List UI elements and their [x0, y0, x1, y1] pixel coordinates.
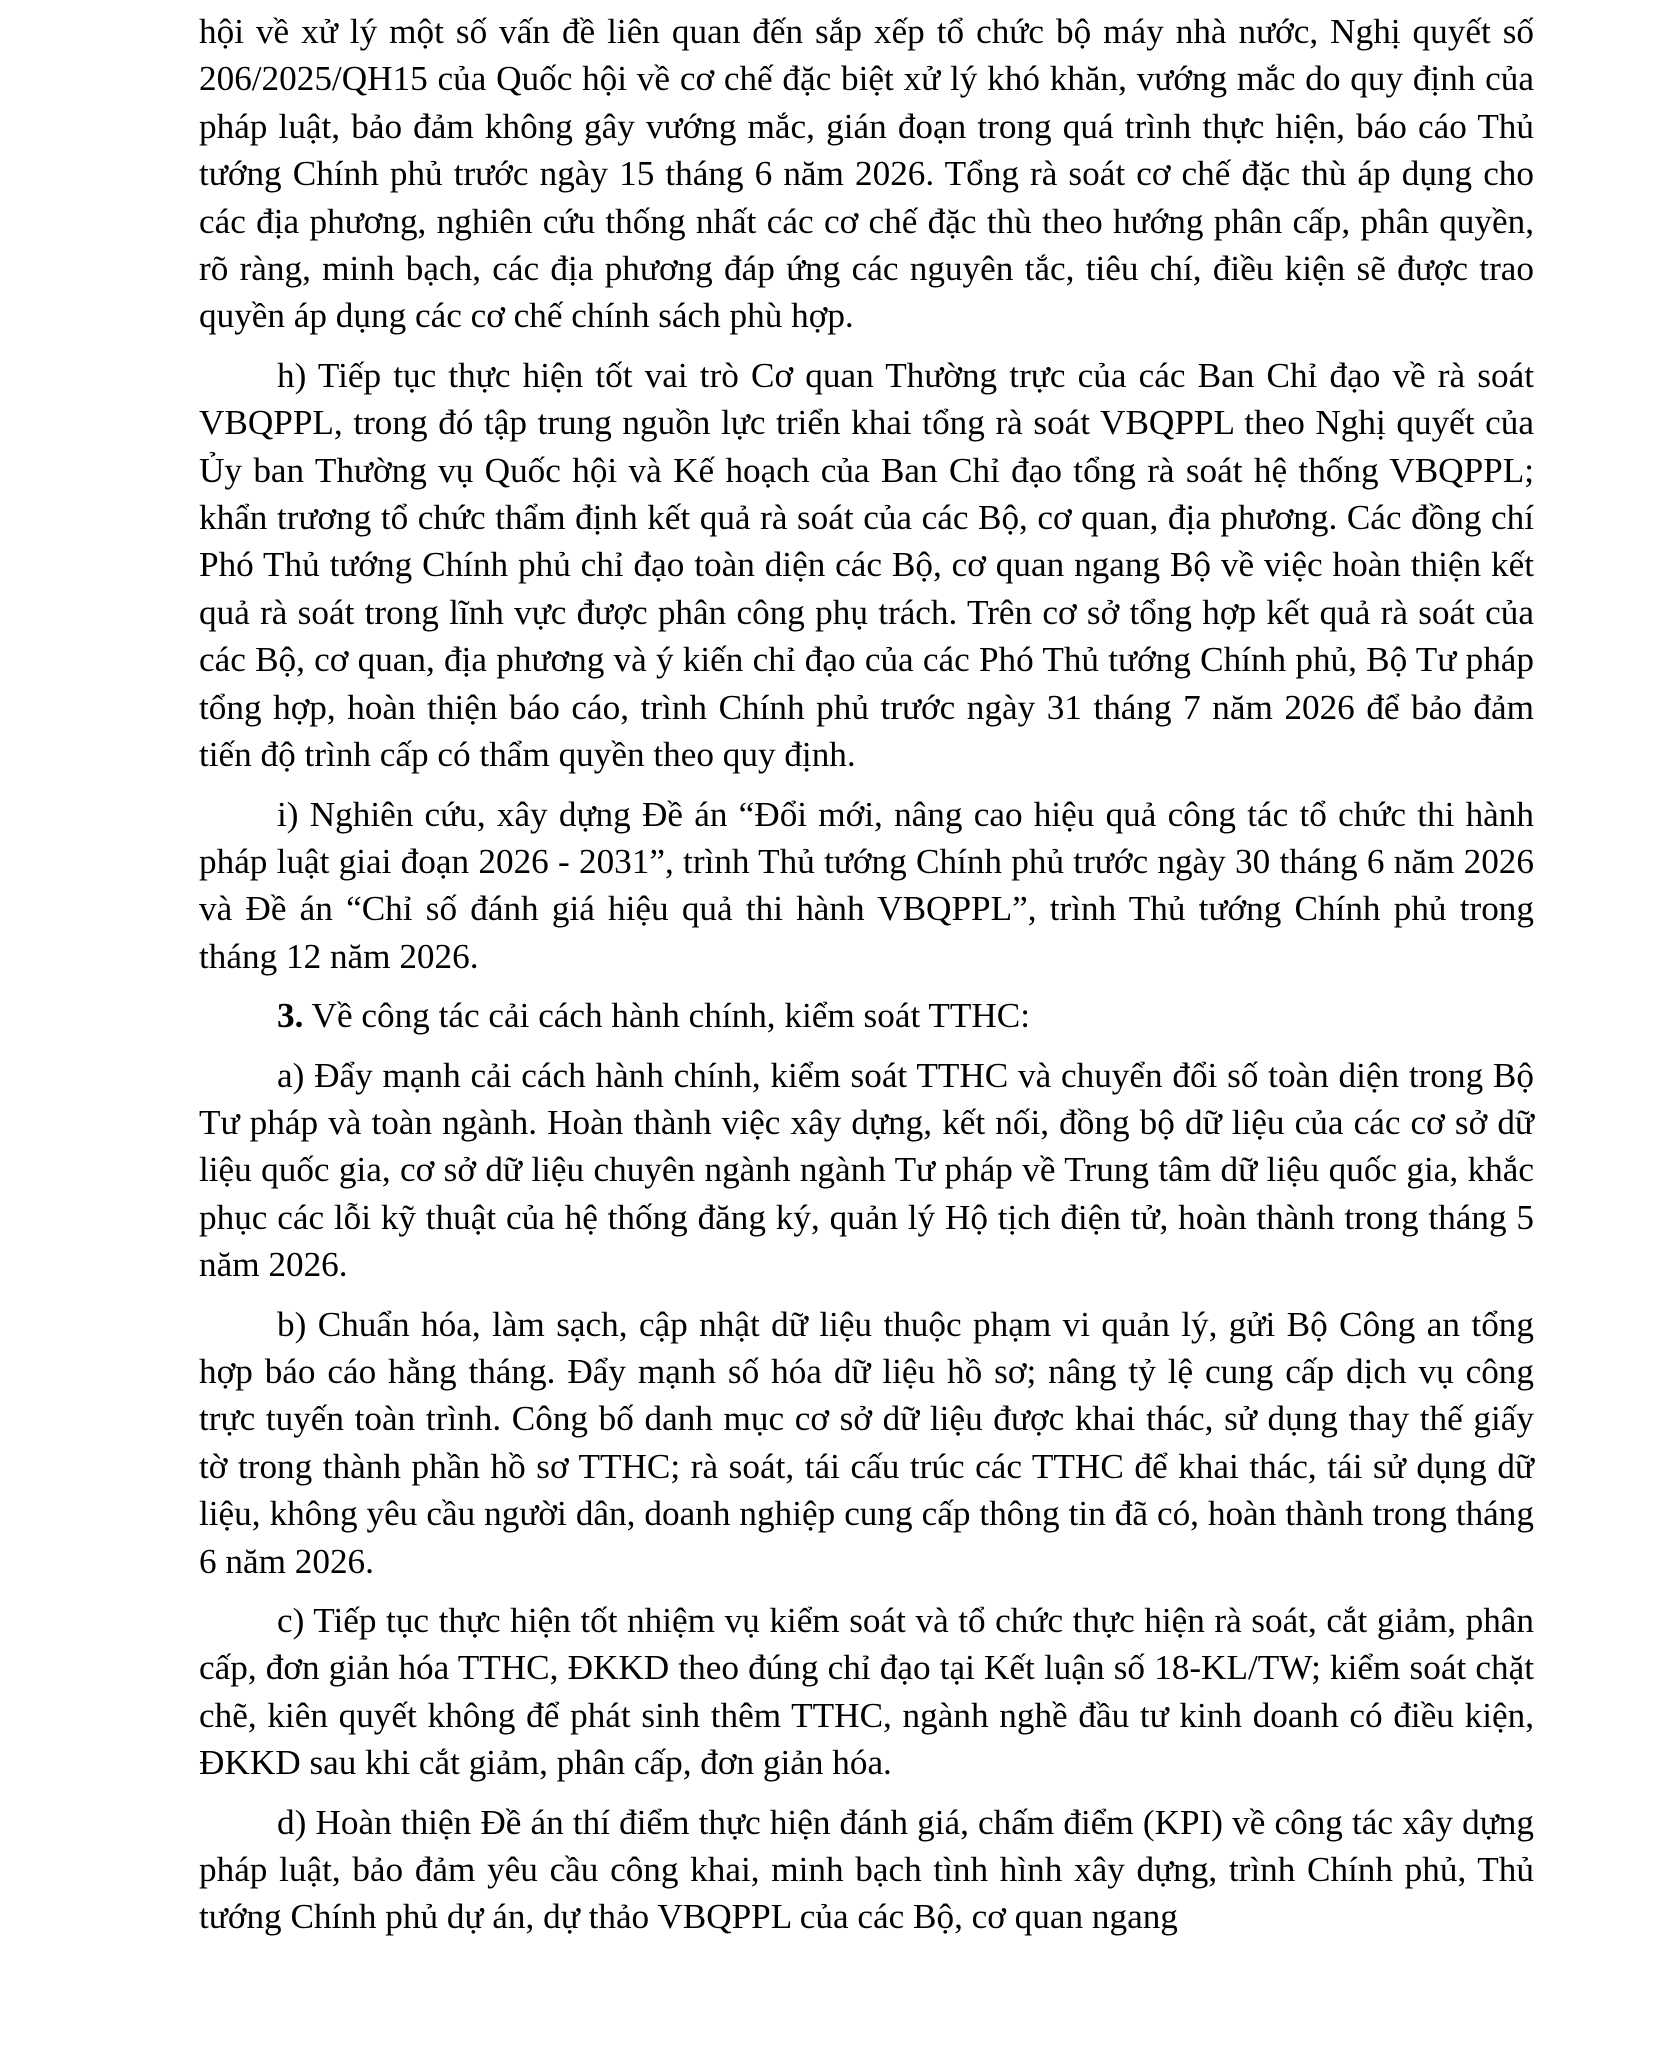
- paragraph-h: h) Tiếp tục thực hiện tốt vai trò Cơ quan Thường trực của các Ban Chỉ đạo về rà soát VBQPPL, trong đó tập trung nguồn lực triển khai tổng rà soát VBQPPL theo Nghị quyết của Ủy ban Thường vụ Quốc hội và Kế hoạch của Ban Chỉ đạo tổng rà soát hệ thống VBQPPL; khẩn trương tổ chức thẩm định kết quả rà soát của các Bộ, cơ quan, địa phương. Các đồng chí Phó Thủ tướng Chính phủ chỉ đạo toàn diện các Bộ, cơ quan ngang Bộ về việc hoàn thiện kết quả rà soát trong lĩnh vực được phân công phụ trách. Trên cơ sở tổng hợp kết quả rà soát của các Bộ, cơ quan, địa phương và ý kiến chỉ đạo của các Phó Thủ tướng Chính phủ, Bộ Tư pháp tổng hợp, hoàn thiện báo cáo, trình Chính phủ trước ngày 31 tháng 7 năm 2026 để bảo đảm tiến độ trình cấp có thẩm quyền theo quy định.: [199, 355, 1534, 775]
- section-heading-text: Về công tác cải cách hành chính, kiểm soát TTHC:: [303, 996, 1031, 1036]
- document-page: [199, 8, 1534, 1953]
- paragraph-b: b) Chuẩn hóa, làm sạch, cập nhật dữ liệu thuộc phạm vi quản lý, gửi Bộ Công an tổng hợp báo cáo hằng tháng. Đẩy mạnh số hóa dữ liệu hồ sơ; nâng tỷ lệ cung cấp dịch vụ công trực tuyến toàn trình. Công bố danh mục cơ sở dữ liệu được khai thác, sử dụng thay thế giấy tờ trong thành phần hồ sơ TTHC; rà soát, tái cấu trúc các TTHC để khai thác, tái sử dụng dữ liệu, không yêu cầu người dân, doanh nghiệp cung cấp thông tin đã có, hoàn thành trong tháng 6 năm 2026.: [199, 1304, 1534, 1581]
- paragraph-i: i) Nghiên cứu, xây dựng Đề án “Đổi mới, nâng cao hiệu quả công tác tổ chức thi hành pháp luật giai đoạn 2026 - 2031”, trình Thủ tướng Chính phủ trước ngày 30 tháng 6 năm 2026 và Đề án “Chỉ số đánh giá hiệu quả thi hành VBQPPL”, trình Thủ tướng Chính phủ trong tháng 12 năm 2026.: [199, 794, 1534, 976]
- section-number: 3.: [277, 996, 304, 1036]
- paragraph-a: a) Đẩy mạnh cải cách hành chính, kiểm soát TTHC và chuyển đổi số toàn diện trong Bộ Tư pháp và toàn ngành. Hoàn thành việc xây dựng, kết nối, đồng bộ dữ liệu của các cơ sở dữ liệu quốc gia, cơ sở dữ liệu chuyên ngành ngành Tư pháp về Trung tâm dữ liệu quốc gia, khắc phục các lỗi kỹ thuật của hệ thống đăng ký, quản lý Hộ tịch điện tử, hoàn thành trong tháng 5 năm 2026.: [199, 1055, 1534, 1285]
- section-heading-3: [199, 992, 1534, 1039]
- paragraph-continuation: hội về xử lý một số vấn đề liên quan đến sắp xếp tổ chức bộ máy nhà nước, Nghị quyết số 206/2025/QH15 của Quốc hội về cơ chế đặc biệt xử lý khó khăn, vướng mắc do quy định của pháp luật, bảo đảm không gây vướng mắc, gián đoạn trong quá trình thực hiện, báo cáo Thủ tướng Chính phủ trước ngày 15 tháng 6 năm 2026. Tổng rà soát cơ chế đặc thù áp dụng cho các địa phương, nghiên cứu thống nhất các cơ chế đặc thù theo hướng phân cấp, phân quyền, rõ ràng, minh bạch, các địa phương đáp ứng các nguyên tắc, tiêu chí, điều kiện sẽ được trao quyền áp dụng các cơ chế chính sách phù hợp.: [199, 12, 1534, 336]
- paragraph-c: c) Tiếp tục thực hiện tốt nhiệm vụ kiểm soát và tổ chức thực hiện rà soát, cắt giảm, phân cấp, đơn giản hóa TTHC, ĐKKD theo đúng chỉ đạo tại Kết luận số 18-KL/TW; kiểm soát chặt chẽ, kiên quyết không để phát sinh thêm TTHC, ngành nghề đầu tư kinh doanh có điều kiện, ĐKKD sau khi cắt giảm, phân cấp, đơn giản hóa.: [199, 1601, 1534, 1783]
- paragraph-d: d) Hoàn thiện Đề án thí điểm thực hiện đánh giá, chấm điểm (KPI) về công tác xây dựng pháp luật, bảo đảm yêu cầu công khai, minh bạch tình hình xây dựng, trình Chính phủ, Thủ tướng Chính phủ dự án, dự thảo VBQPPL của các Bộ, cơ quan ngang: [199, 1802, 1534, 1937]
